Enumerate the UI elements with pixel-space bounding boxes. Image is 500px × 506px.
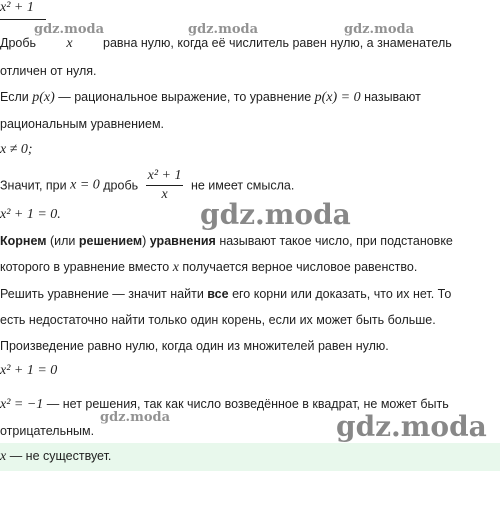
text: — не существует. bbox=[9, 449, 112, 463]
text-line-8 bbox=[0, 234, 453, 248]
text: ) bbox=[142, 234, 147, 248]
watermark-logo: gdz.moda bbox=[188, 22, 259, 37]
bold-term: решением bbox=[78, 234, 143, 248]
top-fraction-numerator bbox=[0, 0, 34, 16]
fraction bbox=[146, 168, 184, 203]
text: отличен от нуля. bbox=[0, 64, 97, 78]
text-line-11 bbox=[0, 313, 436, 327]
text: равна нулю, когда её числитель равен нулю, а знаменатель bbox=[103, 36, 452, 50]
text-line-15 bbox=[0, 424, 94, 438]
math-expression: x² + 1 bbox=[0, 0, 34, 15]
math-expression: x bbox=[172, 260, 179, 275]
math-expression: p(x) bbox=[32, 90, 55, 105]
fraction-denominator: x bbox=[161, 187, 168, 202]
text: называют такое число, при подстановке bbox=[219, 234, 453, 248]
text: — нет решения, так как число возведённое в квадрат, не может быть bbox=[46, 397, 449, 411]
answer-line bbox=[0, 449, 111, 465]
text: Дробь bbox=[0, 36, 37, 50]
text: Решить уравнение — значит найти bbox=[0, 287, 204, 301]
text: не имеет смысла. bbox=[190, 178, 295, 193]
bold-term: все bbox=[207, 287, 229, 301]
text-line-3 bbox=[0, 90, 421, 106]
math-line-13 bbox=[0, 363, 57, 379]
text-line-4 bbox=[0, 117, 164, 131]
bold-term: уравнения bbox=[149, 234, 216, 248]
text-line-9 bbox=[0, 260, 417, 276]
math-expression: x² + 1 = 0. bbox=[0, 207, 61, 222]
text: Значит, при bbox=[0, 178, 67, 193]
text: есть недостаточно найти только один корень, если их может быть больше. bbox=[0, 313, 436, 327]
text-line-10 bbox=[0, 287, 451, 301]
text: Произведение равно нулю, когда один из множителей равен нулю. bbox=[0, 339, 389, 353]
math-expression: x² = −1 bbox=[0, 397, 44, 412]
math-expression: p(x) = 0 bbox=[314, 90, 361, 105]
text: рациональным уравнением. bbox=[0, 117, 165, 131]
text-line-12 bbox=[0, 339, 389, 353]
watermark-logo: gdz.moda bbox=[100, 410, 171, 425]
text: (или bbox=[49, 234, 76, 248]
text: его корни или доказать, что их нет. То bbox=[232, 287, 452, 301]
math-line-5 bbox=[0, 142, 33, 158]
text: Если bbox=[0, 90, 29, 104]
text: называют bbox=[364, 90, 421, 104]
math-line-7 bbox=[0, 207, 61, 223]
math-expression: x ≠ 0; bbox=[0, 142, 33, 157]
bold-term: Корнем bbox=[0, 234, 47, 248]
fraction-bar bbox=[0, 19, 46, 20]
text-line-1 bbox=[0, 36, 452, 52]
watermark-logo: gdz.moda bbox=[336, 410, 487, 443]
watermark-logo: gdz.moda bbox=[34, 22, 105, 37]
text: которого в уравнение вместо bbox=[0, 260, 170, 274]
fraction-denominator: x bbox=[66, 36, 73, 51]
text: — рациональное выражение, то уравнение bbox=[58, 90, 312, 104]
text: получается верное числовое равенство. bbox=[182, 260, 418, 274]
text: дробь bbox=[103, 178, 139, 193]
text-line-2 bbox=[0, 64, 97, 78]
fraction-numerator: x² + 1 bbox=[146, 168, 184, 186]
math-expression: x² + 1 = 0 bbox=[0, 363, 58, 378]
math-expression: x bbox=[0, 449, 7, 464]
watermark-logo: gdz.moda bbox=[200, 198, 351, 231]
math-expression: x = 0 bbox=[70, 177, 100, 193]
watermark-logo: gdz.moda bbox=[344, 22, 415, 37]
text: отрицательным. bbox=[0, 424, 95, 438]
